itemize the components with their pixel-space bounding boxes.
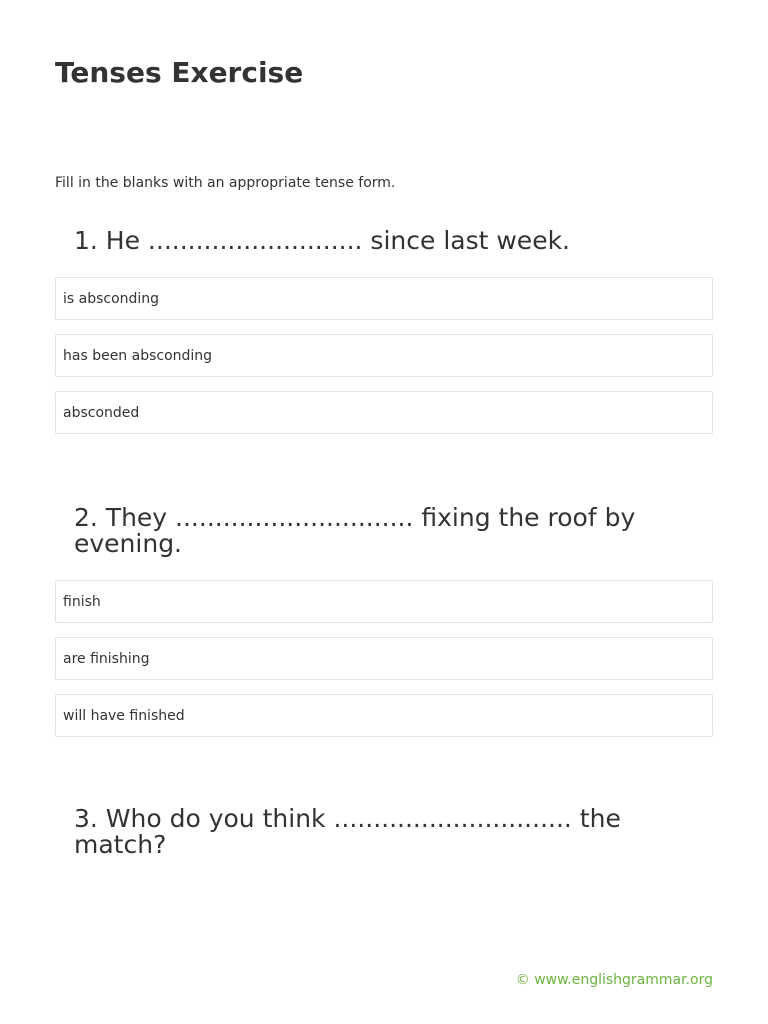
option-is-absconding[interactable]: is absconding: [55, 277, 713, 320]
question-text: 1. He ........................... since last week.: [74, 226, 570, 255]
question-text: 3. Who do you think .............................. the match?: [74, 804, 621, 859]
option-finish[interactable]: finish: [55, 580, 713, 623]
instructions: Fill in the blanks with an appropriate tense form.: [55, 175, 396, 191]
question-1: [55, 228, 713, 448]
copyright-footer: © www.englishgrammar.org: [515, 972, 713, 988]
options-list: [55, 580, 713, 737]
question-text: 2. They .............................. fixing the roof by evening.: [74, 503, 636, 558]
page-title: Tenses Exercise: [55, 56, 304, 89]
option-absconded[interactable]: absconded: [55, 391, 713, 434]
option-are-finishing[interactable]: are finishing: [55, 637, 713, 680]
question-3: [55, 806, 713, 858]
option-has-been-absconding[interactable]: has been absconding: [55, 334, 713, 377]
options-list: [55, 277, 713, 434]
option-will-have-finished[interactable]: will have finished: [55, 694, 713, 737]
question-2: [55, 505, 713, 751]
